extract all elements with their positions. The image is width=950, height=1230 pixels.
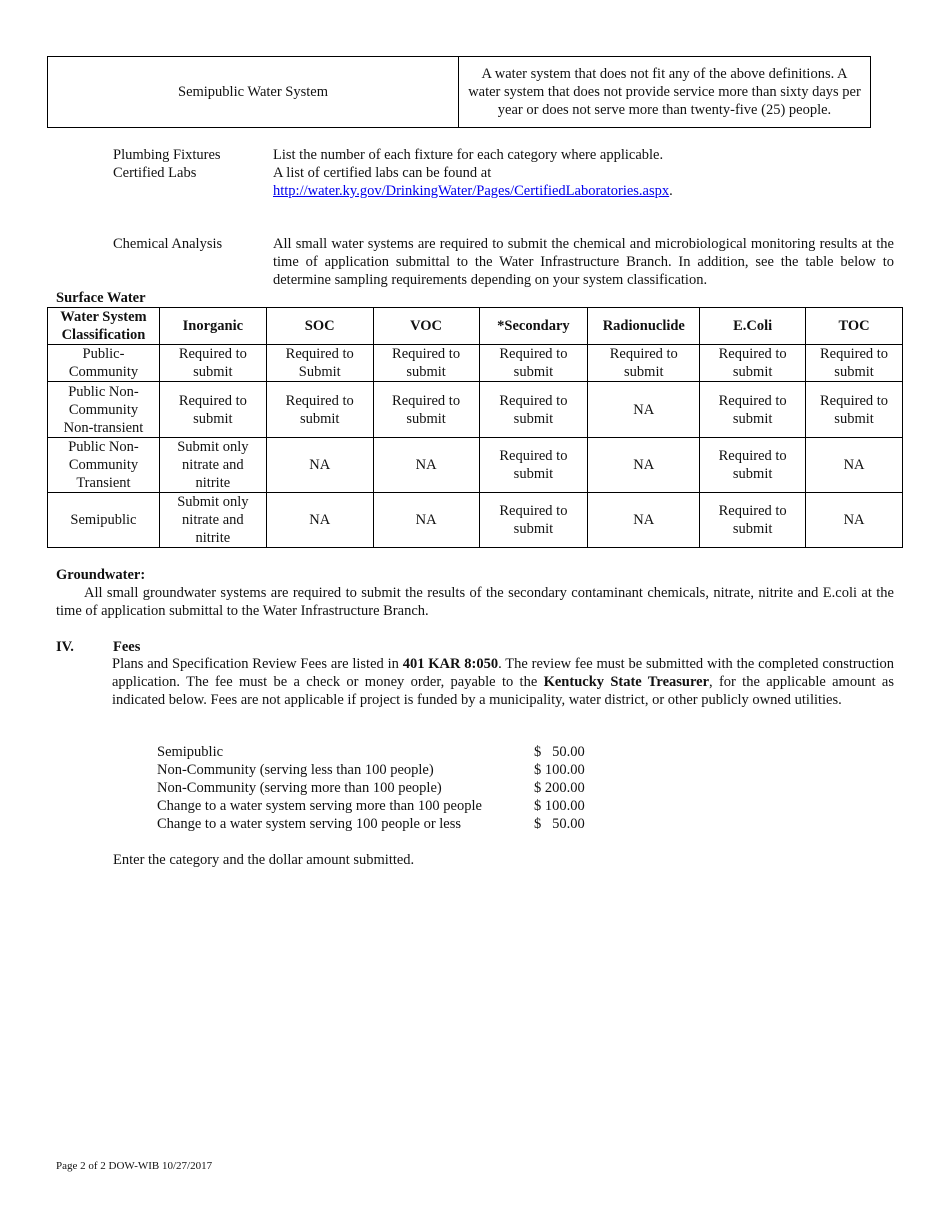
certified-labs-link[interactable]: http://water.ky.gov/DrinkingWater/Pages/CertifiedLaboratories.aspx: [273, 183, 670, 199]
table-cell: Required to submit: [700, 345, 806, 382]
table-cell: Submit only nitrate and nitrite: [159, 493, 266, 548]
fees-payee: Kentucky State Treasurer: [543, 674, 710, 690]
table-cell: Required to submit: [373, 345, 479, 382]
fees-title: Fees: [113, 639, 141, 655]
fees-text-2: . The review fee must be submitted with the completed construction application. The fee must be a check or money order, payable to the: [112, 656, 895, 690]
table-cell: Required to submit: [806, 382, 903, 438]
fee-amount: $ 50.00: [534, 816, 585, 832]
fees-text-1: Plans and Specification Review Fees are listed in: [112, 656, 399, 672]
table-cell: Semipublic: [48, 493, 160, 548]
fee-item: [157, 779, 597, 797]
header-secondary: *Secondary: [479, 308, 588, 345]
fee-label: Non-Community (serving less than 100 people): [157, 762, 434, 778]
table-cell: NA: [806, 438, 903, 493]
table-cell: Public-Community: [48, 345, 160, 382]
table-cell: Required to submit: [588, 345, 700, 382]
fees-regulation: 401 KAR 8:050: [402, 656, 499, 672]
table-cell: NA: [588, 382, 700, 438]
table-cell: Required to submit: [700, 382, 806, 438]
table-cell: Submit only nitrate and nitrite: [159, 438, 266, 493]
table-cell: Required to submit: [806, 345, 903, 382]
definition-term: Semipublic Water System: [48, 57, 459, 128]
surface-water-table: [47, 307, 903, 548]
header-inorganic: Inorganic: [159, 308, 266, 345]
table-cell: Required to submit: [479, 382, 588, 438]
fee-label: Change to a water system serving more than 100 people: [157, 798, 482, 814]
header-ecoli: E.Coli: [700, 308, 806, 345]
table-header-row: [48, 308, 903, 345]
definition-text: A water system that does not fit any of the above definitions. A water system that does not provide service more than sixty days per year or does not serve more than twenty-five (25) people.: [459, 57, 871, 128]
section-number: IV.: [56, 639, 74, 655]
header-classification: Water System Classification: [48, 308, 160, 345]
fee-label: Change to a water system serving 100 people or less: [157, 816, 462, 832]
labs-link-line: [273, 182, 673, 200]
table-cell: Required to submit: [159, 345, 266, 382]
table-cell: NA: [588, 438, 700, 493]
table-row: [48, 438, 903, 493]
table-cell: NA: [588, 493, 700, 548]
table-row: [48, 382, 903, 438]
fee-item: [157, 797, 597, 815]
table-cell: Required to submit: [700, 438, 806, 493]
header-toc: TOC: [806, 308, 903, 345]
plumbing-text: List the number of each fixture for each category where applicable.: [273, 147, 664, 163]
table-row: [48, 57, 871, 128]
table-cell: Required to submit: [159, 382, 266, 438]
surface-water-title: Surface Water: [56, 290, 146, 306]
table-cell: NA: [266, 438, 373, 493]
table-cell: Required to submit: [373, 382, 479, 438]
table-cell: Required to submit: [479, 493, 588, 548]
fee-item: [157, 761, 597, 779]
fee-item: [157, 743, 597, 761]
fees-instruction: Enter the category and the dollar amount submitted.: [113, 852, 415, 868]
groundwater-title: Groundwater:: [56, 567, 146, 583]
fee-label: Non-Community (serving more than 100 people): [157, 780, 442, 796]
fee-amount: $ 50.00: [534, 744, 585, 760]
table-cell: NA: [266, 493, 373, 548]
table-row: [48, 493, 903, 548]
table-cell: NA: [373, 493, 479, 548]
labs-label: Certified Labs: [113, 165, 197, 181]
table-cell: NA: [806, 493, 903, 548]
labs-link-period: .: [669, 183, 673, 199]
labs-text: A list of certified labs can be found at: [273, 165, 492, 181]
fee-item: [157, 815, 597, 833]
chemical-label: Chemical Analysis: [113, 236, 223, 252]
header-radionuclide: Radionuclide: [588, 308, 700, 345]
table-cell: Public Non-Community Transient: [48, 438, 160, 493]
fees-text-3: , for the applicable amount as indicated below. Fees are not applicable if project is funded by a municipality, water district, or other publicly owned utilities.: [112, 674, 895, 708]
table-cell: Required to submit: [479, 345, 588, 382]
plumbing-label: Plumbing Fixtures: [113, 147, 221, 163]
table-row: [48, 345, 903, 382]
fee-label: Semipublic: [157, 744, 224, 760]
page-footer: Page 2 of 2 DOW-WIB 10/27/2017: [56, 1160, 213, 1172]
fees-paragraph: [112, 655, 894, 709]
fee-amount: $ 100.00: [534, 798, 585, 814]
fee-amount: $ 100.00: [534, 762, 585, 778]
header-soc: SOC: [266, 308, 373, 345]
table-cell: NA: [373, 438, 479, 493]
table-cell: Required to submit: [266, 382, 373, 438]
table-cell: Required to submit: [479, 438, 588, 493]
table-cell: Required to Submit: [266, 345, 373, 382]
fee-amount: $ 200.00: [534, 780, 585, 796]
chemical-text: All small water systems are required to submit the chemical and microbiological monitoring results at the time of application submittal to the Water Infrastructure Branch. In addition, see the table below to determine sampling requirements depending on your system classification.: [273, 236, 894, 288]
groundwater-text: All small groundwater systems are required to submit the results of the secondary contaminant chemicals, nitrate, nitrite and E.coli at the time of application submittal to the Water Infrastructure Branch.: [56, 585, 894, 619]
table-cell: Required to submit: [700, 493, 806, 548]
table-cell: Public Non-Community Non-transient: [48, 382, 160, 438]
definition-table: [47, 56, 871, 128]
header-voc: VOC: [373, 308, 479, 345]
